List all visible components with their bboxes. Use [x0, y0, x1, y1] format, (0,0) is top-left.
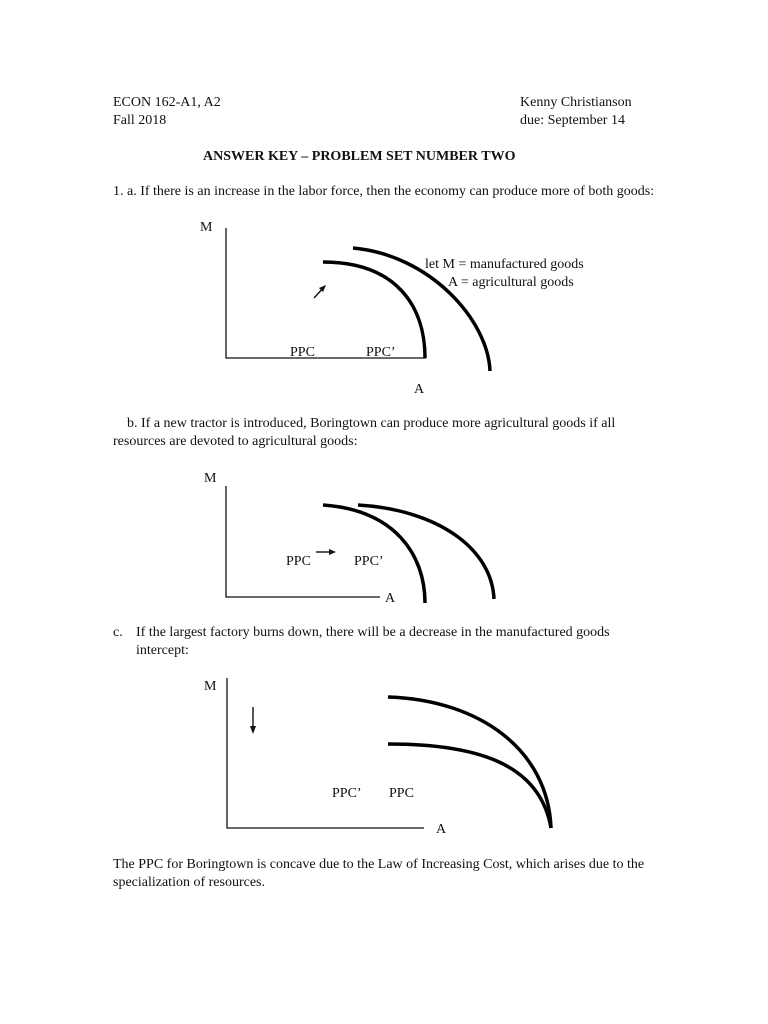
- fig1a-legend-m: let M = manufactured goods: [425, 257, 584, 272]
- fig1c-ppc-label: PPC: [389, 786, 414, 801]
- fig1b-ppc-prime-label: PPC’: [354, 554, 384, 569]
- fig1c-y-label: M: [204, 679, 217, 694]
- question-1c-marker: c.: [113, 625, 123, 640]
- fig1c-curve-ppc: [388, 697, 551, 828]
- question-1a-text: 1. a. If there is an increase in the labor force, then the economy can produce more of both goods:: [113, 184, 655, 199]
- fig1a-y-label: M: [200, 220, 213, 235]
- fig1b-y-label: M: [204, 471, 217, 486]
- fig1c-x-label: A: [436, 822, 447, 837]
- fig1c-shift-arrow: [250, 707, 256, 734]
- fig1a-ppc-label: PPC: [290, 345, 315, 360]
- fig1b-ppc-label: PPC: [286, 554, 311, 569]
- author-name: Kenny Christianson: [520, 95, 632, 110]
- question-1c-text: If the largest factory burns down, there will be a decrease in the manufactured goods intercept:: [136, 625, 610, 658]
- fig1c-ppc-prime-label: PPC’: [332, 786, 362, 801]
- fig1b-x-label: A: [385, 591, 396, 606]
- term: Fall 2018: [113, 113, 167, 128]
- course-code: ECON 162-A1, A2: [113, 95, 221, 110]
- fig1a-legend-a: A = agricultural goods: [448, 275, 574, 290]
- fig1a-x-label: A: [414, 382, 425, 397]
- question-1b-text: b. If a new tractor is introduced, Boringtown can produce more agricultural goods if all resources are devoted to agricultural goods:: [113, 416, 616, 449]
- conclusion-text: The PPC for Boringtown is concave due to the Law of Increasing Cost, which arises due to the specialization of resources.: [113, 857, 645, 890]
- fig1c-axes: [227, 678, 424, 828]
- document-title: ANSWER KEY – PROBLEM SET NUMBER TWO: [203, 149, 516, 164]
- fig1a-ppc-prime-label: PPC’: [366, 345, 396, 360]
- due-date: due: September 14: [520, 113, 625, 128]
